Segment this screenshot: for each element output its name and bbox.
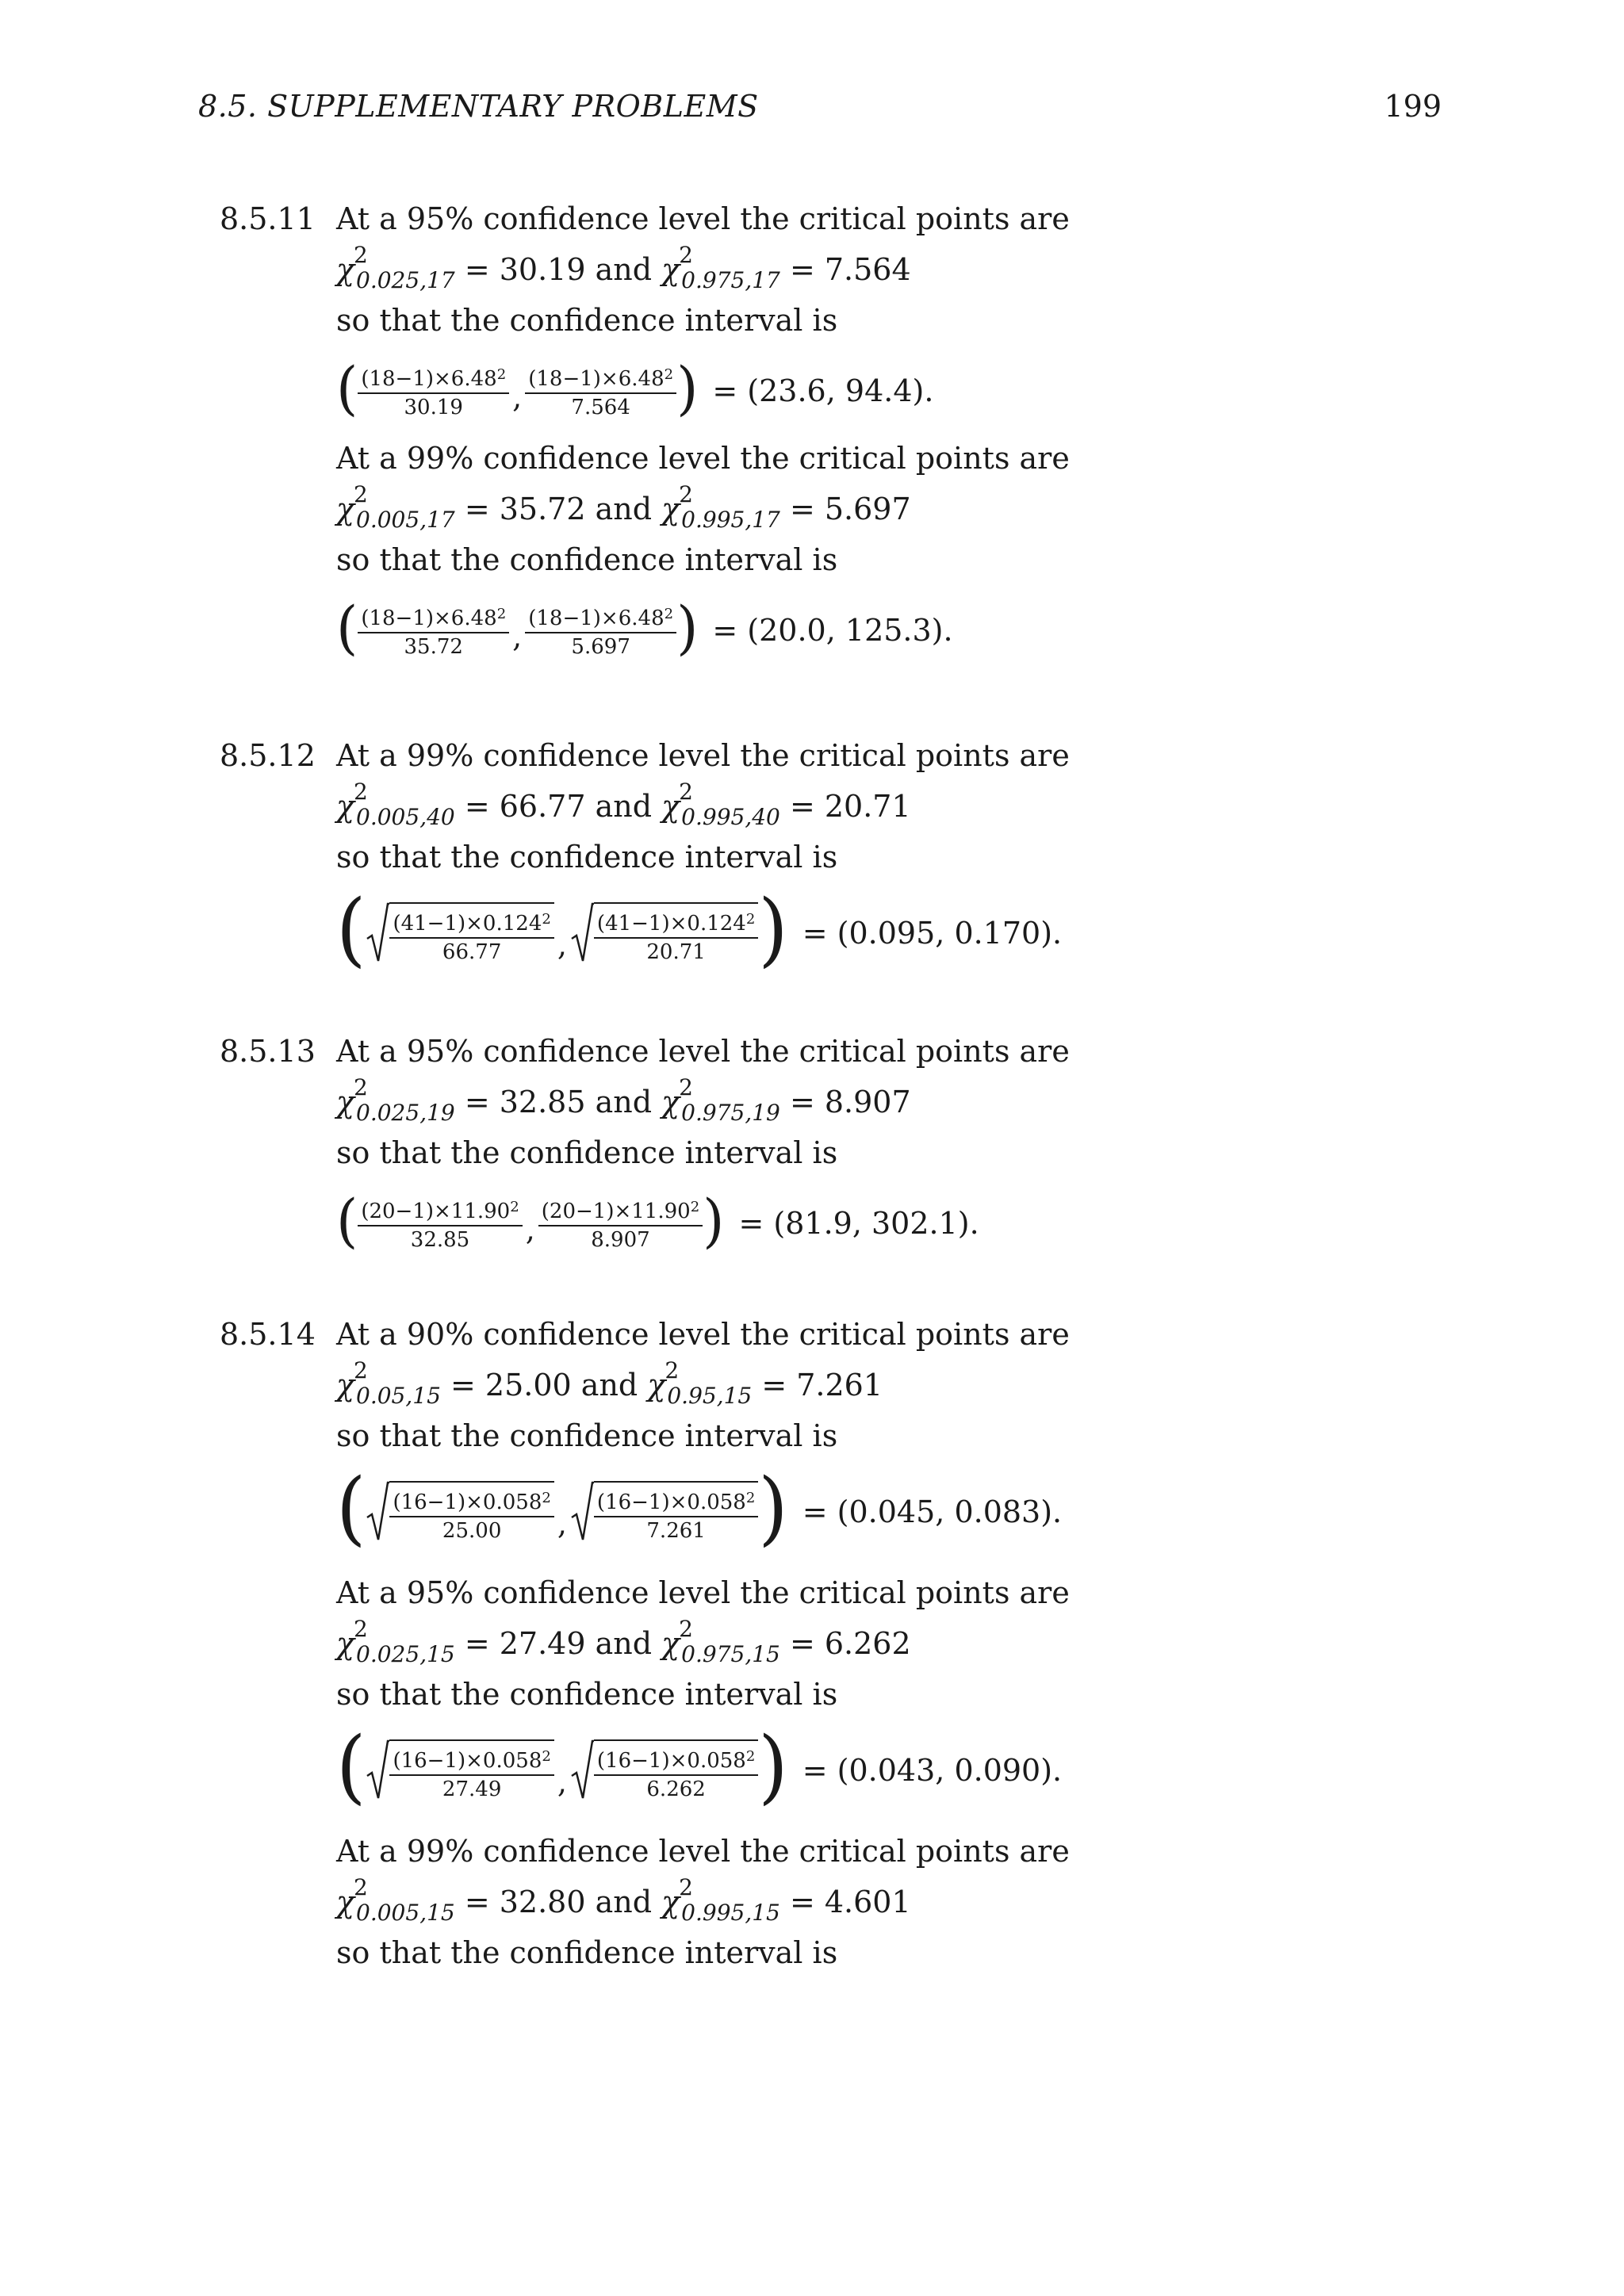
chi-symbol: χ 2 0.025,19 xyxy=(336,1074,455,1126)
problem-number: 8.5.13 xyxy=(220,1034,316,1069)
problem-number: 8.5.14 xyxy=(220,1317,316,1352)
sqrt-lower: $\frac{(16-1)\times 0.058^2}{25.00}$ xyxy=(366,1481,553,1543)
confidence-interval: ( $\frac{(18-1)\times 6.48^2}{30.19}$ , $\frac{(18-1)\times 6.48^2}{7.564}$ ) = (23.6, 94.4). xyxy=(336,354,934,423)
fraction-upper: $\frac{(18-1)\times 6.48^2}{5.697}$ xyxy=(525,603,676,658)
critical-value-2: = 8.907 xyxy=(789,1085,911,1119)
chi-symbol: χ 2 0.005,40 xyxy=(336,779,455,830)
fraction-lower: $\frac{(18-1)\times 6.48^2}{30.19}$ xyxy=(358,364,509,419)
statement-2: so that the confidence interval is xyxy=(336,1418,838,1453)
critical-value-1: = 25.00 and xyxy=(450,1368,648,1402)
critical-value-1: = 32.85 and xyxy=(464,1085,662,1119)
chi-symbol: χ 2 0.995,40 xyxy=(661,779,780,830)
confidence-interval: ( $\frac{(41-1)\times 0.124^2}{66.77}$ , $\frac{(41-1)\times 0.124^2}{20.71}$ ) = (0.095, 0.170). xyxy=(336,882,1063,976)
part xyxy=(336,1575,1070,1814)
fraction-upper: $\frac{(18-1)\times 6.48^2}{7.564}$ xyxy=(525,364,676,419)
critical-value-1: = 35.72 and xyxy=(464,492,662,526)
sqrt-upper: $\frac{(16-1)\times 0.058^2}{7.261}$ xyxy=(570,1481,758,1543)
confidence-interval: ( $\frac{(16-1)\times 0.058^2}{27.49}$ , $\frac{(16-1)\times 0.058^2}{6.262}$ ) = (0.043, 0.090). xyxy=(336,1720,1063,1813)
critical-points xyxy=(336,1874,1070,1934)
page-number: 199 xyxy=(1384,89,1442,124)
critical-value-2: = 7.564 xyxy=(789,252,911,287)
chi-symbol: χ 2 0.05,15 xyxy=(336,1357,441,1409)
chi-symbol: χ 2 0.975,19 xyxy=(661,1074,780,1126)
critical-points xyxy=(336,242,1070,302)
interval-result: = (20.0, 125.3). xyxy=(712,613,953,648)
chi-symbol: χ 2 0.025,15 xyxy=(336,1616,455,1667)
statement-2: so that the confidence interval is xyxy=(336,1935,838,1970)
critical-points xyxy=(336,1616,1070,1676)
interval-result: = (0.095, 0.170). xyxy=(802,916,1063,951)
critical-points xyxy=(336,1357,1070,1418)
critical-points xyxy=(336,1074,1070,1135)
interval-result: = (0.043, 0.090). xyxy=(802,1753,1063,1788)
problem-number: 8.5.11 xyxy=(220,201,316,236)
critical-value-2: = 7.261 xyxy=(761,1368,883,1402)
problem-number: 8.5.12 xyxy=(220,738,316,773)
part xyxy=(336,737,1070,977)
critical-value-2: = 5.697 xyxy=(789,492,911,526)
statement-2: so that the confidence interval is xyxy=(336,542,838,577)
interval-result: = (0.045, 0.083). xyxy=(802,1494,1063,1529)
chi-symbol: χ 2 0.005,15 xyxy=(336,1874,455,1926)
chi-symbol: χ 2 0.995,15 xyxy=(661,1874,780,1926)
part xyxy=(336,201,1070,429)
part xyxy=(336,1833,1070,1985)
statement: At a 99% confidence level the critical points are xyxy=(336,441,1070,476)
part xyxy=(336,1316,1070,1556)
chi-symbol: χ 2 0.995,17 xyxy=(661,481,780,533)
statement-2: so that the confidence interval is xyxy=(336,1135,838,1170)
statement-2: so that the confidence interval is xyxy=(336,840,838,874)
statement-2: so that the confidence interval is xyxy=(336,303,838,338)
statement: At a 99% confidence level the critical points are xyxy=(336,1834,1070,1869)
part xyxy=(336,440,1070,668)
statement: At a 90% confidence level the critical points are xyxy=(336,1317,1070,1352)
interval-result: = (23.6, 94.4). xyxy=(712,373,934,408)
statement: At a 95% confidence level the critical points are xyxy=(336,1034,1070,1069)
sqrt-upper: $\frac{(16-1)\times 0.058^2}{6.262}$ xyxy=(570,1739,758,1801)
critical-value-1: = 32.80 and xyxy=(464,1885,662,1919)
confidence-interval: ( $\frac{(16-1)\times 0.058^2}{25.00}$ , $\frac{(16-1)\times 0.058^2}{7.261}$ ) = (0.045, 0.083). xyxy=(336,1461,1063,1555)
statement-2: so that the confidence interval is xyxy=(336,1677,838,1712)
critical-value-1: = 66.77 and xyxy=(464,789,662,824)
chi-symbol: χ 2 0.95,15 xyxy=(647,1357,753,1409)
confidence-interval: ( $\frac{(20-1)\times 11.90^2}{32.85}$ , $\frac{(20-1)\times 11.90^2}{8.907}$ ) = (81.9, 302.1). xyxy=(336,1186,979,1256)
sqrt-lower: $\frac{(41-1)\times 0.124^2}{66.77}$ xyxy=(366,902,553,964)
fraction-lower: $\frac{(20-1)\times 11.90^2}{32.85}$ xyxy=(358,1196,522,1251)
interval-result: = (81.9, 302.1). xyxy=(738,1206,979,1241)
fraction-upper: $\frac{(20-1)\times 11.90^2}{8.907}$ xyxy=(538,1196,703,1251)
critical-value-1: = 30.19 and xyxy=(464,252,662,287)
fraction-lower: $\frac{(18-1)\times 6.48^2}{35.72}$ xyxy=(358,603,509,658)
sqrt-lower: $\frac{(16-1)\times 0.058^2}{27.49}$ xyxy=(366,1739,553,1801)
statement: At a 99% confidence level the critical points are xyxy=(336,738,1070,773)
critical-value-2: = 6.262 xyxy=(789,1626,911,1661)
critical-value-2: = 20.71 xyxy=(789,789,911,824)
critical-points xyxy=(336,481,1070,541)
critical-points xyxy=(336,779,1070,839)
part xyxy=(336,1033,1070,1261)
running-header-title: 8.5. SUPPLEMENTARY PROBLEMS xyxy=(198,89,759,124)
sqrt-upper: $\frac{(41-1)\times 0.124^2}{20.71}$ xyxy=(570,902,758,964)
confidence-interval: ( $\frac{(18-1)\times 6.48^2}{35.72}$ , $\frac{(18-1)\times 6.48^2}{5.697}$ ) = (20.0, 125.3). xyxy=(336,593,953,663)
chi-symbol: χ 2 0.025,17 xyxy=(336,242,455,293)
chi-symbol: χ 2 0.005,17 xyxy=(336,481,455,533)
statement: At a 95% confidence level the critical points are xyxy=(336,1575,1070,1610)
chi-symbol: χ 2 0.975,15 xyxy=(661,1616,780,1667)
chi-symbol: χ 2 0.975,17 xyxy=(661,242,780,293)
statement: At a 95% confidence level the critical points are xyxy=(336,201,1070,236)
critical-value-1: = 27.49 and xyxy=(464,1626,662,1661)
critical-value-2: = 4.601 xyxy=(789,1885,911,1919)
